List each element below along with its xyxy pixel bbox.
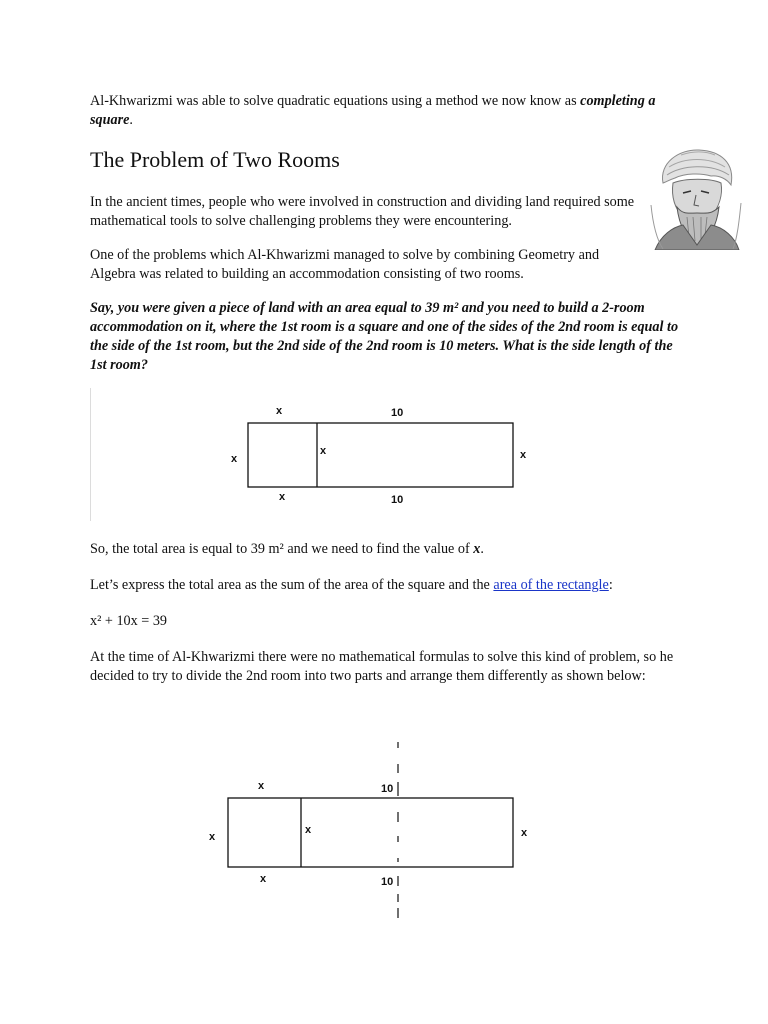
diagram2-top-x: x [258, 780, 265, 792]
express-area-end: : [608, 577, 613, 593]
diagram2-outer-rect [228, 798, 513, 867]
paragraph-ancient-times: In the ancient times, people who were involved in construction and dividing land required some mathematical tools to solve challenging problems they were encountering. [90, 194, 635, 229]
variable-x: x [473, 541, 481, 557]
intro-emphasis: completing a square [90, 93, 656, 128]
diagram1-bottom-x: x [279, 491, 286, 503]
diagram2-inner-x: x [305, 824, 312, 836]
diagram1-right-x: x [520, 449, 527, 461]
diagram1-top-x: x [276, 405, 283, 417]
problem-statement: Say, you were given a piece of land with an area equal to 39 m² and you need to build a 2-room accommodation on it, where the 1st room is a square and one of the sides of the 2nd room is equal to the side of the 1st room, but the 2nd side of the 2nd room is 10 meters. What is the side length of the 1st room? [90, 300, 679, 373]
express-area-paragraph [90, 576, 690, 595]
method-paragraph: At the time of Al-Khwarizmi there were no mathematical formulas to solve this kind of problem, so he decided to try to divide the 2nd room into two parts and arrange them differently as shown below: [90, 649, 674, 684]
diagram1-outer-rect [248, 423, 513, 487]
area-of-rectangle-link[interactable]: area of the rectangle [493, 577, 609, 593]
diagram1-top-10: 10 [391, 407, 404, 419]
al-khwarizmi-portrait [641, 145, 751, 250]
equation: x² + 10x = 39 [90, 613, 168, 629]
diagram-1 [231, 405, 527, 506]
paragraph-problems: One of the problems which Al-Khwarizmi managed to solve by combining Geometry and Algebra was related to building an accommodation consisting of two rooms. [90, 247, 600, 282]
diagram1-left-x: x [231, 453, 238, 465]
diagram2-left-x: x [209, 831, 216, 843]
diagram2-bottom-10: 10 [381, 876, 394, 888]
intro-paragraph [90, 92, 690, 130]
divider-line [90, 388, 91, 521]
intro-text: Al-Khwarizmi was able to solve quadratic equations using a method we now know as [90, 93, 581, 109]
express-area-text: Let’s express the total area as the sum of the area of the square and the [90, 577, 494, 593]
total-area-end: . [480, 541, 484, 557]
total-area-paragraph [90, 540, 690, 559]
diagram2-right-x: x [521, 827, 528, 839]
total-area-text: So, the total area is equal to 39 m² and we need to find the value of [90, 541, 474, 557]
diagram2-top-10: 10 [381, 783, 394, 795]
diagram1-bottom-10: 10 [391, 494, 404, 506]
diagram-2 [209, 742, 528, 918]
diagram2-bottom-x: x [260, 873, 267, 885]
page-title: The Problem of Two Rooms [90, 147, 340, 172]
diagram1-inner-x: x [320, 445, 327, 457]
intro-end: . [129, 112, 133, 128]
